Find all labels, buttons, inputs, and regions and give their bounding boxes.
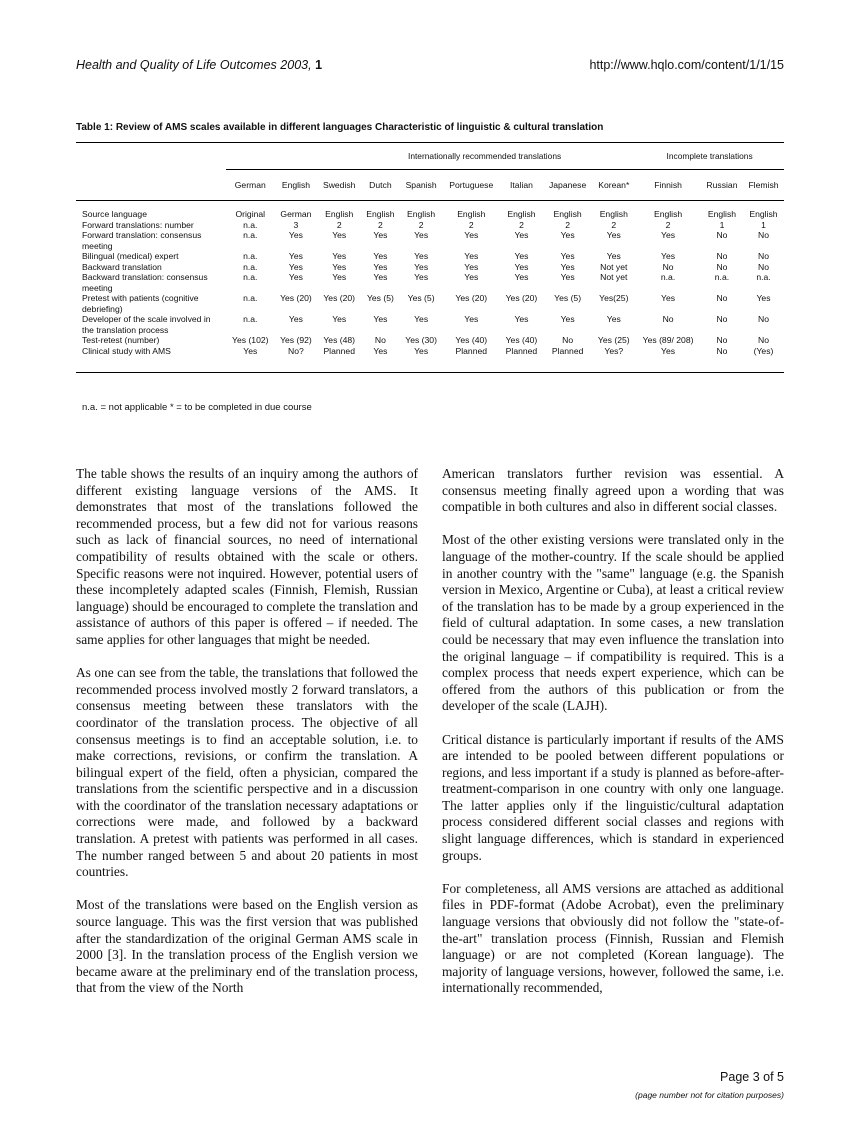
- table-cell: No: [662, 261, 674, 272]
- table-cell: Yes: [373, 261, 388, 272]
- table-cell: Yes: [464, 251, 479, 261]
- table-cell: 1: [719, 219, 725, 230]
- table-cell: English: [599, 209, 628, 219]
- table-cell: Yes: [373, 230, 388, 240]
- table-footnote: n.a. = not applicable * = to be completed in due course: [82, 402, 312, 413]
- journal-name: Health and Quality of Life Outcomes: [76, 58, 277, 72]
- group-international: Internationally recommended translations: [226, 143, 635, 170]
- table-cell: n.a.: [243, 251, 258, 261]
- table-cell: English: [325, 209, 354, 219]
- table-cell: Planned: [323, 345, 355, 356]
- table-cell: (Yes): [753, 345, 774, 356]
- lang-header: German: [234, 179, 266, 190]
- row-label: Clinical study with AMS: [82, 345, 171, 356]
- row-label: Bilingual (medical) expert: [82, 251, 179, 261]
- table-cell: Yes: [288, 314, 303, 324]
- table-cell: No: [716, 345, 728, 356]
- paragraph: Most of the other existing versions were translated only in the language of the mother-country. If the scale should be applied in another country with the "same" language (e.g. the Spanish version in Mexico, Argentine or Cuba), at least a critical review of the translation has to be made by a group experienced in the field of cultural adaptation. In some cases, a new translation could be necessary that may even influence the translation into the original language – if compatibility is required. This is a complex process that needs expert experience, which can be offered from the authors of this publication or from the developer of the scale (LAJH).: [442, 532, 784, 714]
- table-cell: Yes: [332, 230, 347, 240]
- table-cell: n.a.: [756, 272, 771, 282]
- row-label: Forward translation: consensus meeting: [82, 230, 202, 251]
- table-cell: Yes (102): [232, 335, 269, 345]
- ams-review-table: [76, 142, 784, 373]
- table-cell: Yes: [373, 251, 388, 261]
- table-cell: Yes: [332, 272, 347, 282]
- table-cell: 2: [468, 219, 474, 230]
- table-cell: Yes: [288, 261, 303, 272]
- header-url[interactable]: http://www.hqlo.com/content/1/1/15: [589, 58, 784, 72]
- table-cell: Yes: [464, 230, 479, 240]
- table-cell: n.a.: [660, 272, 676, 282]
- paragraph: For completeness, all AMS versions are attached as additional files in PDF-format (Adobe Acrobat), even the preliminary language versions that obviously did not follow the "state-of-the-art" translation process (Finnish, Russian and Flemish language) or are not completed (Korean language). The majority of language versions, however, followed the same, i.e. internationally recommended,: [442, 880, 784, 996]
- table-cell: Yes (30): [405, 335, 437, 345]
- table-cell: Yes: [661, 230, 676, 240]
- table-cell: English: [457, 209, 486, 219]
- table-cell: Yes: [373, 314, 388, 324]
- table-cell: 2: [519, 219, 524, 230]
- table-cell: Yes(25): [599, 293, 629, 303]
- table-cell: Yes: [288, 230, 303, 240]
- table-cell: Yes (89/ 208): [642, 335, 694, 345]
- row-label: Test-retest (number): [82, 335, 160, 345]
- table-cell: 2: [336, 219, 342, 230]
- lang-header: Russian: [706, 179, 738, 190]
- paragraph: Most of the translations were based on the English version as source language. This was the first version that was published after the standardization of the original German AMS scale in 2000 [3]. In the translation process of the English version we became aware at the preliminary end of the translation process, that from the view of the North: [76, 897, 418, 996]
- table-row: [76, 230, 784, 251]
- table-cell: Yes (20): [280, 293, 312, 303]
- table-row: [76, 346, 784, 373]
- table-cell: English: [707, 209, 737, 219]
- lang-header: Swedish: [322, 179, 356, 190]
- table-cell: Yes: [332, 261, 347, 272]
- table-cell: Yes: [514, 230, 529, 240]
- body-column-right: [442, 466, 784, 1014]
- table-cell: No: [716, 261, 728, 272]
- table-cell: No?: [288, 345, 304, 356]
- table-cell: Yes: [756, 293, 771, 303]
- table-cell: Yes: [464, 272, 479, 282]
- paragraph: As one can see from the table, the translations that followed the recommended process involved mostly 2 forward translators, a consensus meeting between these translators with the coordinator of the translation process. The objective of all consensus meetings is to find an acceptable solution, i.e. to make corrections, revisions, or confirm the translation. A bilingual expert of the field, often a physician, compared the translations from the scientific perspective and in a discussion with the coordinator of the translation necessary adaptations or corrections were made, and followed by a backward translation. A pretest with patients was performed in all cases. The number ranged between 5 and about 20 patients in most countries.: [76, 665, 418, 880]
- table-cell: Yes: [464, 314, 479, 324]
- table-cell: n.a.: [243, 261, 258, 272]
- table-cell: Yes: [514, 261, 529, 272]
- table-cell: No: [716, 314, 728, 324]
- table-cell: No: [716, 230, 728, 240]
- table-cell: Not yet: [600, 272, 628, 282]
- table-cell: Yes: [243, 345, 258, 356]
- table-cell: Yes: [560, 314, 575, 324]
- table-cell: Yes (20): [323, 293, 356, 303]
- table-row: [76, 272, 784, 293]
- table-cell: Yes (5): [407, 293, 435, 303]
- table-cell: English: [407, 209, 436, 219]
- table-cell: Yes: [606, 230, 621, 240]
- journal-year: 2003,: [280, 58, 312, 72]
- table-row: [76, 251, 784, 262]
- lang-header: Italian: [509, 179, 533, 190]
- table-cell: Yes: [560, 261, 575, 272]
- table-cell: Yes: [560, 251, 575, 261]
- table-cell: Yes: [373, 345, 388, 356]
- table-caption: Table 1: Review of AMS scales available in different languages Characteristic of linguistic & cultural translation: [76, 122, 604, 133]
- table-cell: Yes: [414, 261, 429, 272]
- lang-header: English: [281, 179, 311, 190]
- table-cell: Yes: [514, 251, 529, 261]
- table-cell: n.a.: [243, 293, 258, 303]
- table-cell: No: [716, 335, 728, 345]
- table-cell: Yes: [606, 251, 621, 261]
- table-cell: Yes: [332, 314, 347, 324]
- table-cell: Yes: [606, 314, 621, 324]
- table-cell: Yes: [514, 314, 529, 324]
- table-cell: English: [366, 209, 395, 219]
- lang-header: Dutch: [369, 179, 392, 190]
- table-cell: Yes (40): [505, 335, 538, 345]
- table-cell: English: [553, 209, 582, 219]
- row-label: Forward translations: number: [82, 219, 194, 230]
- group-incomplete: Incomplete translations: [635, 143, 784, 170]
- table-cell: Yes: [373, 272, 388, 282]
- table-cell: Yes (40): [455, 335, 488, 345]
- table-cell: Yes (25): [597, 335, 630, 345]
- table-cell: English: [749, 209, 778, 219]
- lang-header: Finnish: [654, 179, 682, 190]
- lang-header: Spanish: [405, 179, 437, 190]
- table-cell: No: [757, 261, 769, 272]
- table-cell: Yes (20): [505, 293, 538, 303]
- table-cell: Yes (48): [323, 335, 356, 345]
- table-cell: No: [374, 335, 386, 345]
- table-cell: No: [716, 251, 728, 261]
- table-cell: Yes (20): [455, 293, 488, 303]
- table-cell: Yes (5): [366, 293, 394, 303]
- table-cell: Yes: [414, 345, 429, 356]
- table-cell: Yes: [661, 251, 676, 261]
- table-cell: 1: [761, 219, 766, 230]
- table-cell: Planned: [505, 345, 538, 356]
- table-cell: n.a.: [243, 272, 258, 282]
- table-row: [76, 314, 784, 335]
- table-language-row: [76, 170, 784, 201]
- table-cell: 2: [665, 219, 671, 230]
- lang-header: Flemish: [748, 179, 779, 190]
- paragraph: The table shows the results of an inquiry among the authors of different existing language versions of the AMS. It demonstrates that most of the translations followed the recommended process, but a few did not for various reasons such as lack of financial sources, no need of international compatibility of results obtained with the scale or others. Specific reasons were not inquired. However, potential users of these incompletely adapted scales (Finnish, Flemish, Russian language) should be encouraged to complete the translation and assistance of authors of this paper is offered – if needed. The same applies for other languages that might be needed.: [76, 466, 418, 647]
- paragraph: American translators further revision was essential. A consensus meeting finally agreed upon a wording that was compatible in both cultures and also in different social classes.: [442, 466, 784, 515]
- row-label: Developer of the scale involved in the translation process: [82, 314, 211, 335]
- lang-header: Japanese: [548, 179, 587, 190]
- table-cell: 2: [565, 219, 570, 230]
- table-cell: Yes: [414, 314, 429, 324]
- table-cell: No: [716, 293, 728, 303]
- paragraph: Critical distance is particularly important if results of the AMS are intended to be pooled between different populations or regions, and less important if a study is planned as before-after-treatment-comparison in one country with only one language. The latter applies only if the linguistic/cultural adaptation process considered different social classes and regions with slight language differences, which is standard in experienced groups.: [442, 731, 784, 863]
- table-cell: Yes (5): [554, 293, 582, 303]
- table-cell: Not yet: [600, 261, 628, 272]
- table-cell: Yes: [661, 345, 676, 356]
- page-number-note: (page number not for citation purposes): [635, 1090, 784, 1100]
- row-label: Backward translation: consensus meeting: [82, 272, 208, 293]
- table-cell: Yes: [514, 272, 529, 282]
- table-cell: No: [662, 314, 674, 324]
- table-cell: Yes: [414, 251, 429, 261]
- table-cell: 2: [418, 219, 424, 230]
- table-cell: Yes: [464, 261, 479, 272]
- table-cell: No: [757, 335, 769, 345]
- page-number: Page 3 of 5: [720, 1070, 784, 1084]
- table-cell: Yes: [661, 293, 676, 303]
- lang-header: Portuguese: [449, 179, 494, 190]
- table-cell: n.a.: [243, 219, 258, 230]
- table-cell: Yes: [560, 230, 575, 240]
- table-cell: No: [757, 314, 769, 324]
- table-cell: Yes: [414, 230, 429, 240]
- table-cell: Planned: [551, 345, 584, 356]
- table-cell: Planned: [455, 345, 488, 356]
- table-cell: n.a.: [243, 230, 258, 240]
- table-cell: 2: [611, 219, 617, 230]
- table-cell: Yes?: [604, 345, 624, 356]
- table-row: [76, 220, 784, 231]
- table-cell: n.a.: [243, 314, 258, 324]
- table-cell: 2: [378, 219, 383, 230]
- row-label: Pretest with patients (cognitive debriefing): [82, 293, 199, 314]
- table-cell: No: [562, 335, 574, 345]
- lang-header: Korean*: [598, 179, 630, 190]
- table-cell: 3: [293, 219, 299, 230]
- row-label: Backward translation: [82, 261, 162, 272]
- table-row: [76, 209, 784, 220]
- body-column-left: [76, 466, 418, 1014]
- table-cell: English: [653, 209, 683, 219]
- table-cell: Yes: [560, 272, 575, 282]
- table-group-header-row: [76, 143, 784, 170]
- table-cell: English: [507, 209, 536, 219]
- table-cell: Yes: [414, 272, 429, 282]
- table-cell: Yes (92): [280, 335, 312, 345]
- table-cell: Yes: [288, 251, 303, 261]
- row-label: Source language: [82, 209, 147, 219]
- table-cell: German: [280, 209, 312, 219]
- table-row: [76, 335, 784, 346]
- table-cell: No: [757, 230, 769, 240]
- table-row: [76, 262, 784, 273]
- table-cell: Yes: [332, 251, 347, 261]
- running-header-citation: [76, 58, 322, 72]
- table-cell: n.a.: [714, 272, 730, 282]
- table-cell: Original: [235, 209, 266, 219]
- table-row: [76, 293, 784, 314]
- table-cell: Yes: [288, 272, 303, 282]
- table-cell: No: [757, 251, 769, 261]
- journal-volume: 1: [315, 58, 323, 72]
